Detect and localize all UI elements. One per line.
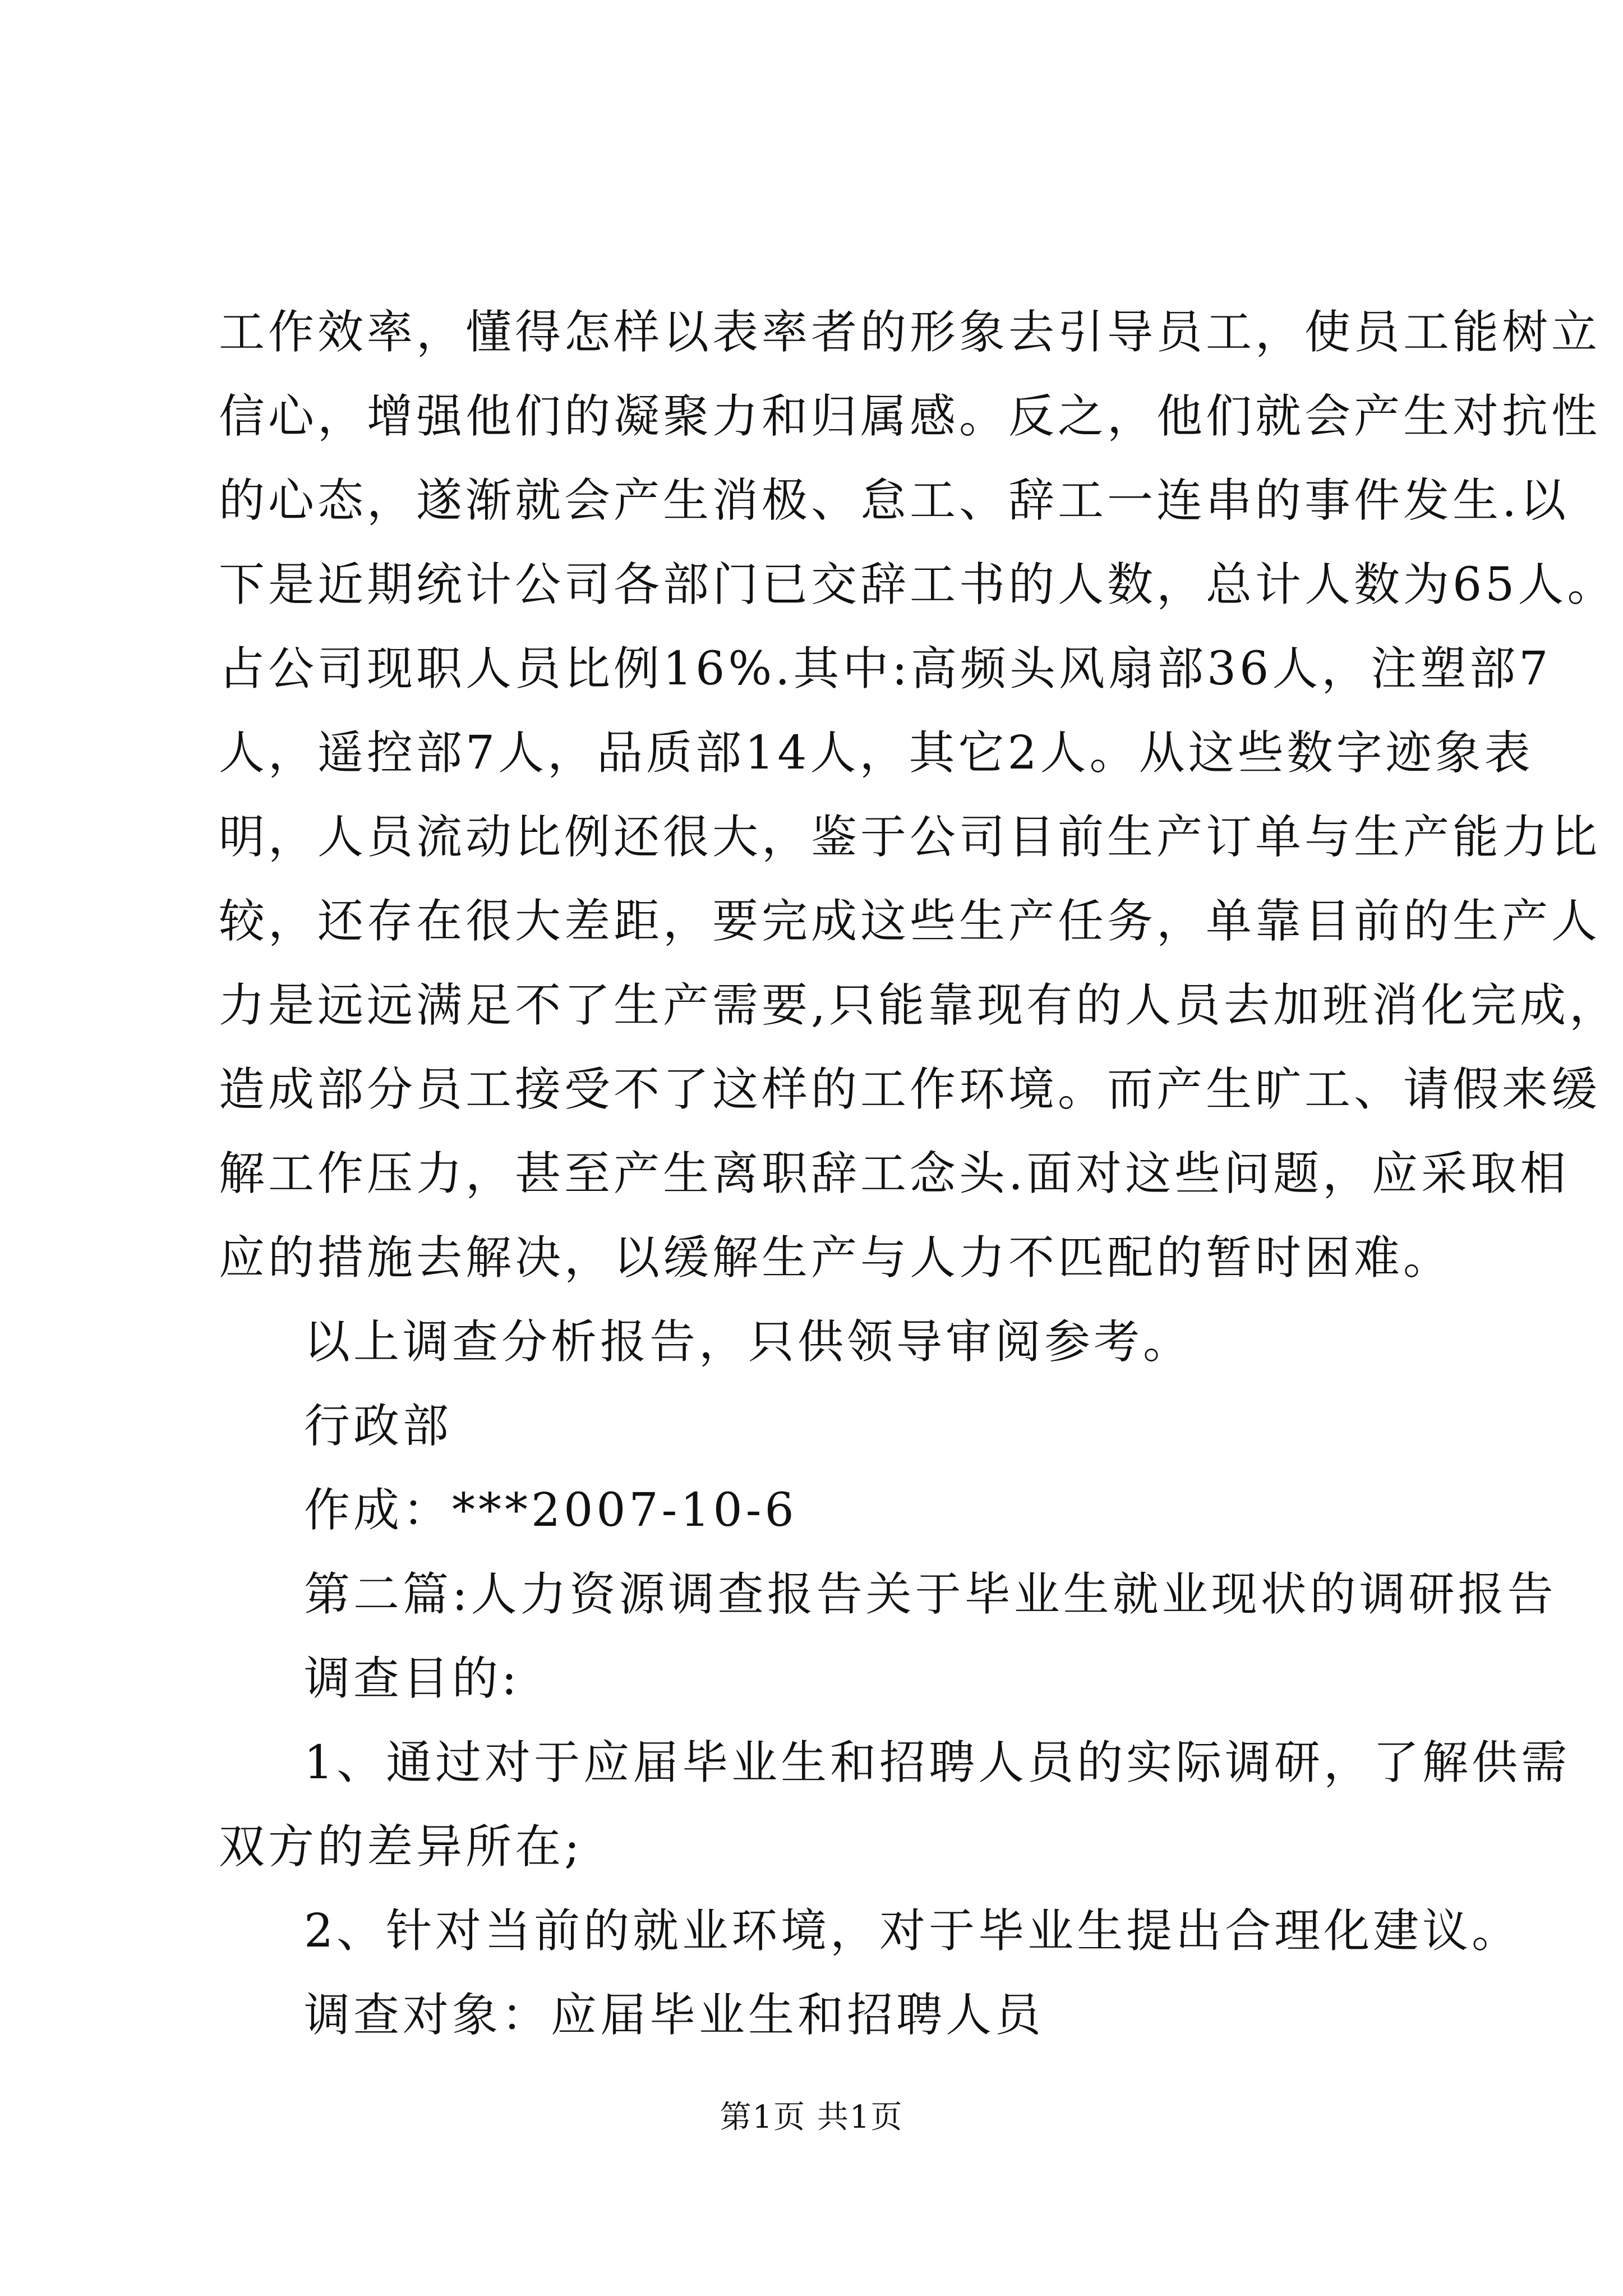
paragraph-line: 的心态，遂渐就会产生消极、怠工、辞工一连串的事件发生.以 — [219, 474, 1570, 527]
paragraph-line: 造成部分员工接受不了这样的工作环境。而产生旷工、请假来缓 — [219, 1063, 1601, 1116]
purpose-item-1: 1、通过对于应届毕业生和招聘人员的实际调研，了解供需 — [304, 1736, 1571, 1789]
paragraph-line: 工作效率，懂得怎样以表率者的形象去引导员工，使员工能树立 — [219, 306, 1601, 359]
paragraph-line: 人，遥控部7人，品质部14人，其它2人。从这些数字迹象表 — [219, 726, 1534, 780]
paragraph-line: 下是近期统计公司各部门已交辞工书的人数，总计人数为65人。 — [219, 558, 1617, 611]
paragraph-line: 信心，增强他们的凝聚力和归属感。反之，他们就会产生对抗性 — [219, 390, 1601, 443]
survey-subject: 调查对象：应届毕业生和招聘人员 — [304, 1989, 1045, 2042]
page-footer: 第1页 共1页 — [720, 2099, 903, 2136]
paragraph-line: 较，还存在很大差距，要完成这些生产任务，单靠目前的生产人 — [219, 895, 1601, 948]
paragraph-line: 明，人员流动比例还很大，鉴于公司目前生产订单与生产能力比 — [219, 811, 1601, 864]
paragraph-line: 解工作压力，甚至产生离职辞工念头.面对这些问题，应采取相 — [219, 1147, 1570, 1200]
purpose-item-2: 2、针对当前的就业环境，对于毕业生提出合理化建议。 — [304, 1904, 1521, 1958]
paragraph-line: 力是远远满足不了生产需要,只能靠现有的人员去加班消化完成， — [219, 979, 1619, 1032]
department-name: 行政部 — [304, 1400, 453, 1453]
paragraph-line: 占公司现职人员比例16%.其中:高频头风扇部36人，注塑部7 — [219, 642, 1552, 696]
purpose-item-1-continued: 双方的差异所在; — [219, 1820, 583, 1874]
paragraph-line: 应的措施去解决，以缓解生产与人力不匹配的暂时困难。 — [219, 1231, 1453, 1285]
section-title: 第二篇:人力资源调查报告关于毕业生就业现状的调研报告 — [304, 1568, 1557, 1621]
author-date: 作成：***2007-10-6 — [304, 1484, 797, 1537]
purpose-heading: 调查目的: — [304, 1652, 520, 1705]
closing-remark: 以上调查分析报告，只供领导审阅参考。 — [304, 1315, 1193, 1369]
